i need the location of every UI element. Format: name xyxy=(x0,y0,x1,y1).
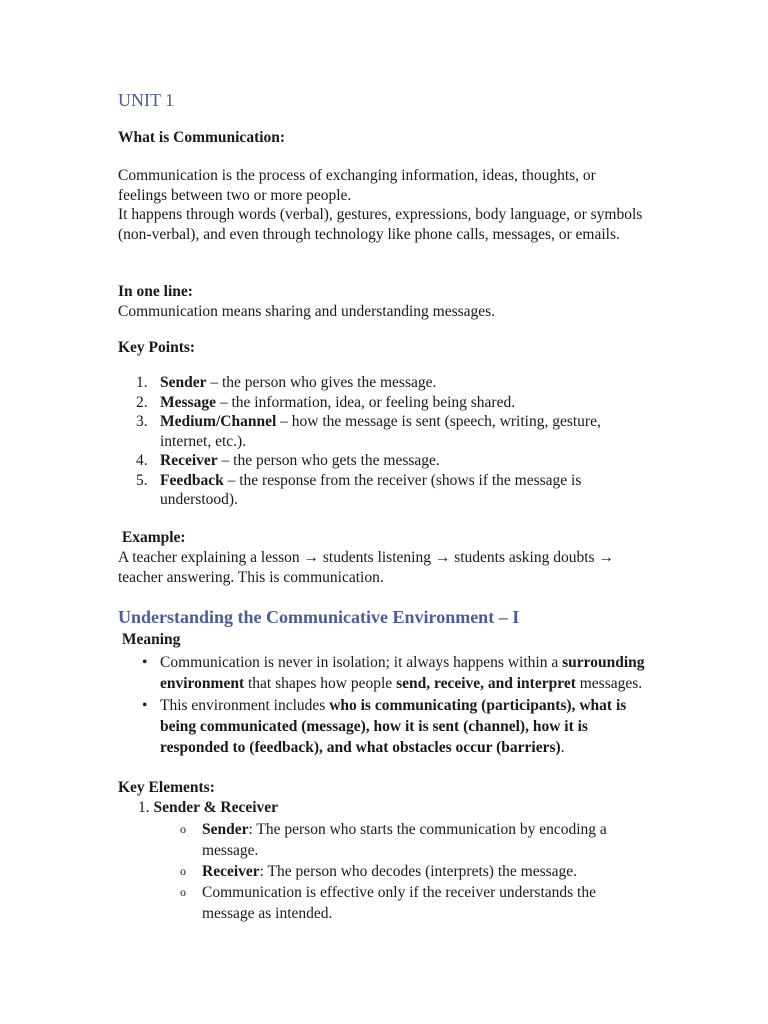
element-1 xyxy=(118,798,278,818)
example-text: A teacher explaining a lesson → students listening → students asking doubts → teacher answering. This is communication. xyxy=(118,549,614,586)
element-number: 1. xyxy=(138,799,150,816)
list-term: Feedback xyxy=(160,471,224,489)
list-desc: : The person who decodes (interprets) the message. xyxy=(259,863,578,880)
list-item xyxy=(118,695,648,758)
list-desc: Communication is effective only if the receiver understands the message as intended. xyxy=(202,884,596,922)
list-item xyxy=(118,373,648,393)
text-run: This environment includes xyxy=(160,697,330,714)
list-item xyxy=(118,861,648,882)
list-number: 4. xyxy=(136,452,148,469)
unit-title: UNIT 1 xyxy=(118,90,175,110)
list-item xyxy=(118,652,648,694)
list-term: Sender xyxy=(160,374,207,391)
bold-run: surrounding environment xyxy=(160,654,645,692)
list-term: Message xyxy=(160,393,216,411)
list-item xyxy=(118,471,648,510)
list-item xyxy=(118,882,648,924)
key-points-list xyxy=(118,373,648,510)
key-points-heading: Key Points: xyxy=(118,339,196,356)
list-item xyxy=(118,393,648,413)
list-number: 5. xyxy=(136,471,148,489)
list-desc: – the response from the receiver (shows if the message is understood). xyxy=(160,471,582,508)
list-term: Receiver xyxy=(202,863,260,880)
list-desc: – the person who gives the message. xyxy=(206,374,437,391)
list-number: 3. xyxy=(136,413,148,430)
list-term: Receiver xyxy=(160,452,218,469)
bullet-icon: • xyxy=(142,697,148,714)
bullet-icon: • xyxy=(142,654,148,671)
list-item xyxy=(118,819,648,861)
bold-run: who is communicating (participants), what is being communicated (message), how it is sent (channel), how it is responded to (feedback), and what obstacles occur (barriers) xyxy=(160,697,627,756)
text-run: . xyxy=(560,739,565,756)
list-term: Medium/Channel xyxy=(160,413,277,430)
one-line-heading: In one line: xyxy=(118,283,193,300)
circle-bullet-icon: o xyxy=(180,885,186,899)
text-run: Communication is never in isolation; it always happens within a xyxy=(160,654,563,671)
list-item xyxy=(118,451,648,471)
list-term: Sender xyxy=(202,821,249,838)
list-desc: – how the message is sent (speech, writing, gesture, internet, etc.). xyxy=(160,413,601,450)
text-run: that shapes how people xyxy=(244,675,397,692)
example-heading: Example: xyxy=(118,529,186,546)
element-title: Sender & Receiver xyxy=(153,799,279,816)
key-elements-heading: Key Elements: xyxy=(118,779,215,796)
meaning-bullet-list xyxy=(118,652,648,759)
intro-paragraph-1: Communication is the process of exchanging information, ideas, thoughts, or feelings between two or more people. xyxy=(118,167,596,204)
section-title: Understanding the Communicative Environment – I xyxy=(118,607,520,627)
list-desc: – the person who gets the message. xyxy=(217,452,440,469)
element-1-sub-list xyxy=(118,819,648,924)
one-line-text: Communication means sharing and understanding messages. xyxy=(118,303,496,320)
list-number: 1. xyxy=(136,374,148,391)
list-item xyxy=(118,412,648,451)
list-desc: : The person who starts the communication by encoding a message. xyxy=(202,821,607,859)
intro-paragraph-2: It happens through words (verbal), gestures, expressions, body language, or symbols (non-verbal), and even through technology like phone calls, messages, or emails. xyxy=(118,206,643,243)
what-heading: What is Communication: xyxy=(118,129,286,146)
list-desc: – the information, idea, or feeling being shared. xyxy=(215,393,516,411)
meaning-heading: Meaning xyxy=(118,631,181,648)
list-number: 2. xyxy=(136,393,148,411)
circle-bullet-icon: o xyxy=(180,822,186,836)
bold-run: send, receive, and interpret xyxy=(396,675,576,692)
circle-bullet-icon: o xyxy=(180,864,186,878)
text-run: messages. xyxy=(575,675,643,692)
